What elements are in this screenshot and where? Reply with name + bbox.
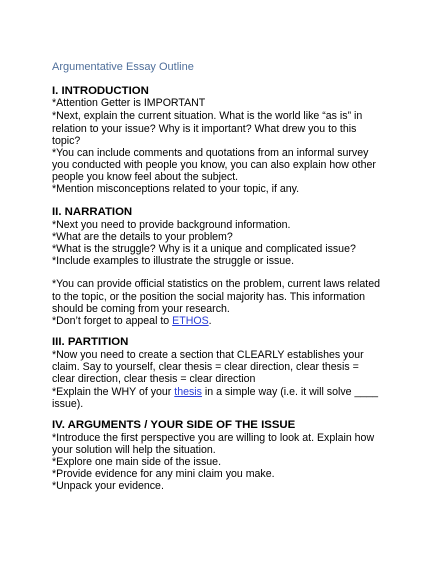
- body-line: *Introduce the first perspective you are willing to look at. Explain how: [52, 432, 375, 444]
- body-line: *Unpack your evidence.: [52, 480, 164, 492]
- ethos-line-prefix: *Don’t forget to appeal to: [52, 315, 173, 327]
- body-line: *Next, explain the current situation. What is the world like “as is” in: [52, 110, 363, 122]
- body-line: *Include examples to illustrate the struggle or issue.: [52, 255, 295, 267]
- body-line: *What is the struggle? Why is it a unique and complicated issue?: [52, 243, 356, 255]
- section-heading-narration: II. NARRATION: [52, 206, 133, 218]
- section-heading-arguments: IV. ARGUMENTS / YOUR SIDE OF THE ISSUE: [52, 419, 296, 431]
- body-line: to the topic, or the position the social majority has. This information: [52, 291, 366, 303]
- thesis-line-prefix: *Explain the WHY of your: [52, 386, 175, 398]
- body-line: your solution will help the situation.: [52, 444, 216, 456]
- thesis-line-suffix: in a simple way (i.e. it will solve ____: [201, 386, 379, 398]
- body-line: issue).: [52, 398, 84, 410]
- body-line: *Mention misconceptions related to your topic, if any.: [52, 183, 300, 195]
- body-line: *Now you need to create a section that CLEARLY establishes your: [52, 349, 364, 361]
- thesis-line: [52, 386, 378, 398]
- section-heading-introduction: I. INTRODUCTION: [52, 85, 149, 97]
- body-line: *Next you need to provide background information.: [52, 219, 291, 231]
- body-line: *Attention Getter is IMPORTANT: [52, 97, 206, 109]
- thesis-link[interactable]: thesis: [174, 386, 202, 398]
- body-line: you conducted with people you know, you can also explain how other: [52, 159, 376, 171]
- ethos-line-suffix: .: [208, 315, 212, 327]
- body-line: *Provide evidence for any mini claim you make.: [52, 468, 275, 480]
- document-title: Argumentative Essay Outline: [52, 61, 194, 73]
- body-line: should be coming from your research.: [52, 303, 230, 315]
- section-heading-partition: III. PARTITION: [52, 336, 129, 348]
- body-line: relation to your issue? Why is it important? What drew you to this: [52, 123, 357, 135]
- body-line: claim. Say to yourself, clear thesis = clear direction, clear thesis =: [52, 361, 359, 373]
- body-line: *What are the details to your problem?: [52, 231, 233, 243]
- body-line: topic?: [52, 135, 81, 147]
- body-line: people you know feel about the subject.: [52, 171, 239, 183]
- ethos-link[interactable]: ETHOS: [172, 315, 209, 327]
- body-line: *You can provide official statistics on the problem, current laws related: [52, 278, 380, 290]
- body-line: clear direction, clear thesis = clear direction: [52, 373, 256, 385]
- ethos-line: [52, 315, 212, 327]
- body-line: *You can include comments and quotations from an informal survey: [52, 147, 369, 159]
- body-line: *Explore one main side of the issue.: [52, 456, 222, 468]
